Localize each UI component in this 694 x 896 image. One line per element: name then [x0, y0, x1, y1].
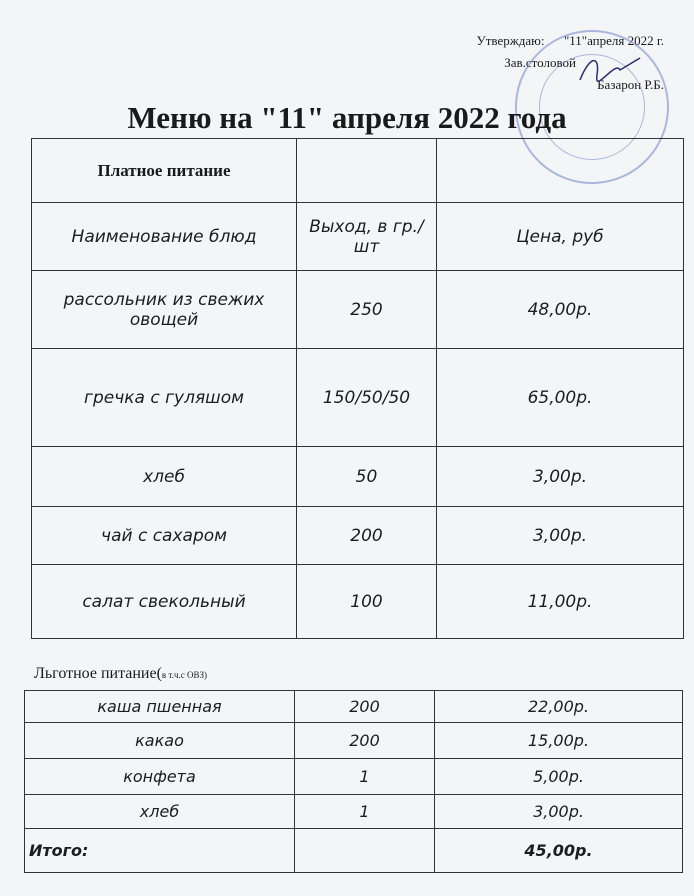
- dish-portion: 100: [297, 565, 437, 639]
- table-row: [25, 759, 683, 795]
- dish-price: 5,00р.: [435, 759, 683, 795]
- dish-portion: 250: [297, 271, 437, 349]
- table-row: [25, 795, 683, 829]
- dish-portion: 200: [297, 507, 437, 565]
- dish-price: 3,00р.: [437, 507, 684, 565]
- dish-name: чай с сахаром: [32, 507, 297, 565]
- dish-price: 22,00р.: [435, 691, 683, 723]
- table-row: [32, 349, 684, 447]
- approval-date: "11"апреля 2022 г.: [563, 33, 664, 48]
- dish-portion: 50: [297, 447, 437, 507]
- section-row: [32, 139, 684, 203]
- header-name: Наименование блюд: [32, 203, 297, 271]
- benefit-label-note: в т.ч.с ОВЗ): [161, 670, 207, 680]
- table-row: [25, 723, 683, 759]
- header-portion: Выход, в гр./шт: [297, 203, 437, 271]
- table-row: [32, 507, 684, 565]
- dish-price: 3,00р.: [435, 795, 683, 829]
- dish-price: 65,00р.: [437, 349, 684, 447]
- dish-name: каша пшенная: [25, 691, 295, 723]
- dish-name: хлеб: [25, 795, 295, 829]
- total-price: 45,00р.: [435, 829, 683, 873]
- dish-name: салат свекольный: [32, 565, 297, 639]
- header-row: [32, 203, 684, 271]
- empty-cell: [437, 139, 684, 203]
- page-title: Меню на "11" апреля 2022 года: [127, 100, 567, 135]
- dish-price: 48,00р.: [437, 271, 684, 349]
- dish-name: рассольник из свежих овощей: [32, 271, 297, 349]
- total-row: [25, 829, 683, 873]
- signature: [575, 50, 645, 90]
- benefit-label-text: Льготное питание(: [34, 665, 162, 682]
- benefit-menu-table: [24, 690, 683, 873]
- dish-name: конфета: [25, 759, 295, 795]
- dish-name: гречка с гуляшом: [32, 349, 297, 447]
- table-row: [25, 691, 683, 723]
- table-row: [32, 447, 684, 507]
- dish-price: 3,00р.: [437, 447, 684, 507]
- benefit-section-label: [34, 665, 207, 683]
- table-row: [32, 271, 684, 349]
- dish-portion: 150/50/50: [297, 349, 437, 447]
- approval-position: Зав.столовой: [504, 55, 576, 70]
- dish-price: 15,00р.: [435, 723, 683, 759]
- header-price: Цена, руб: [437, 203, 684, 271]
- section-title: Платное питание: [32, 139, 297, 203]
- dish-price: 11,00р.: [437, 565, 684, 639]
- dish-name: хлеб: [32, 447, 297, 507]
- dish-portion: 1: [295, 759, 435, 795]
- empty-cell: [297, 139, 437, 203]
- approval-name: Базарон Р.Б.: [597, 77, 664, 92]
- approve-label: Утверждаю:: [476, 33, 545, 48]
- dish-portion: 200: [295, 723, 435, 759]
- dish-portion: 1: [295, 795, 435, 829]
- dish-name: какао: [25, 723, 295, 759]
- empty-cell: [295, 829, 435, 873]
- total-label: Итого:: [25, 829, 295, 873]
- paid-menu-table: [31, 138, 684, 639]
- table-row: [32, 565, 684, 639]
- dish-portion: 200: [295, 691, 435, 723]
